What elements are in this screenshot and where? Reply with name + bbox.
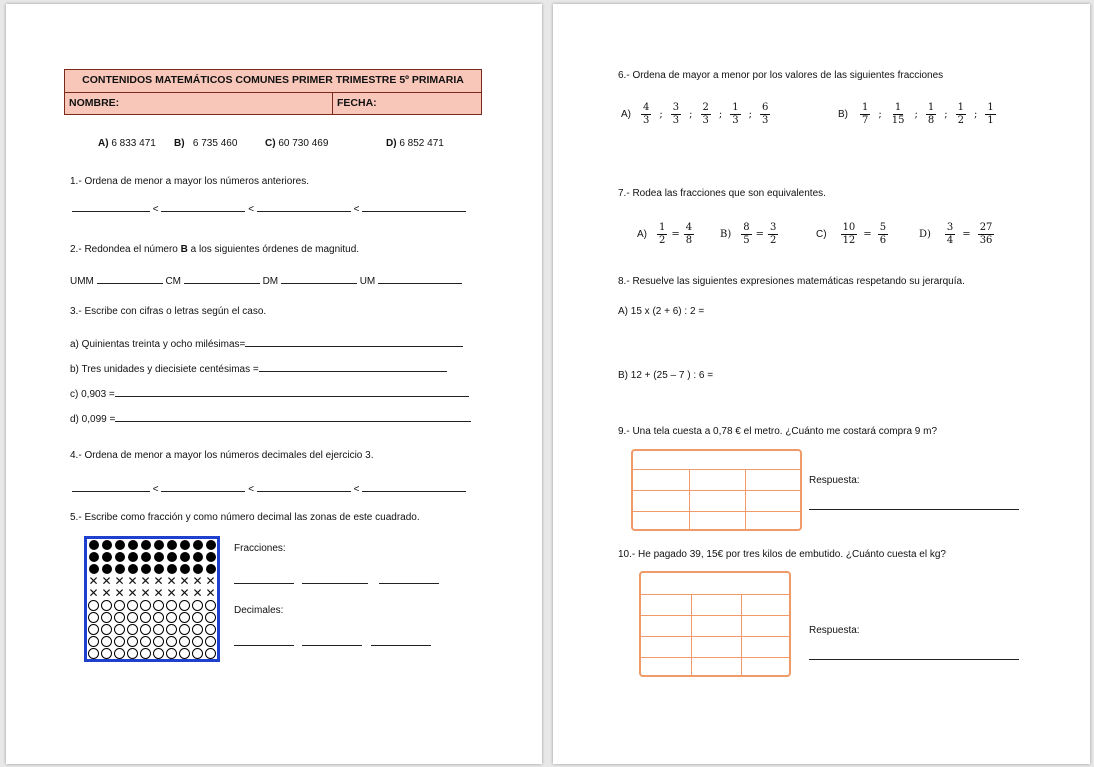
empty-circle-icon bbox=[113, 635, 126, 647]
nombre-label: NOMBRE: bbox=[69, 97, 120, 109]
empty-circle-icon bbox=[152, 635, 165, 647]
fracciones-label: Fracciones: bbox=[234, 543, 286, 554]
q7-item-a[interactable]: A) $\frac{1}{2}$ = $\frac{4}{8}$ bbox=[637, 222, 693, 246]
q3-d[interactable]: d) 0,099 = bbox=[70, 412, 471, 425]
filled-circle-icon bbox=[87, 539, 100, 551]
filled-circle-icon bbox=[178, 551, 191, 563]
filled-circle-icon bbox=[113, 551, 126, 563]
q3-c[interactable]: c) 0,903 = bbox=[70, 387, 469, 400]
filled-circle-icon bbox=[178, 539, 191, 551]
filled-circle-icon bbox=[87, 551, 100, 563]
worksheet-page-2 bbox=[553, 4, 1090, 764]
fecha-label: FECHA: bbox=[337, 97, 377, 109]
question-8: 8.- Resuelve las siguientes expresiones matemáticas respetando su jerarquía. bbox=[618, 276, 965, 287]
empty-circle-icon bbox=[165, 635, 178, 647]
empty-circle-icon bbox=[126, 623, 139, 635]
q7-item-c[interactable]: C) $\frac{10}{12}$ = $\frac{5}{6}$ bbox=[816, 222, 887, 246]
empty-circle-icon bbox=[165, 599, 178, 611]
q6-b-fractions: B) $\frac{1}{7}$ ; $\frac{1}{15}$ ; $\frac{1}{8}$ ; $\frac{1}{2}$ ; $\frac{1}{1}$ bbox=[838, 102, 994, 126]
hundred-square-grid bbox=[84, 536, 220, 662]
question-9: 9.- Una tela cuesta a 0,78 € el metro. ¿Cuánto me costará compra 9 m? bbox=[618, 426, 938, 437]
question-2: 2.- Redondea el número B a los siguientes órdenes de magnitud. bbox=[70, 244, 360, 255]
cross-icon: ✕ bbox=[179, 586, 190, 600]
cross-icon: ✕ bbox=[192, 586, 203, 600]
empty-circle-icon bbox=[204, 647, 217, 659]
empty-circle-icon bbox=[178, 635, 191, 647]
q9-respuesta-label: Respuesta: bbox=[809, 475, 860, 486]
empty-circle-icon bbox=[100, 599, 113, 611]
q9-answer-table[interactable] bbox=[631, 449, 802, 531]
empty-circle-icon bbox=[126, 647, 139, 659]
q6-a-fractions: A) $\frac{4}{3}$ ; $\frac{3}{3}$ ; $\frac{2}{3}$ ; $\frac{1}{3}$ ; $\frac{6}{3}$ bbox=[621, 102, 769, 126]
empty-circle-icon bbox=[126, 599, 139, 611]
question-3: 3.- Escribe con cifras o letras según el caso. bbox=[70, 306, 267, 317]
empty-circle-icon bbox=[139, 599, 152, 611]
empty-circle-icon bbox=[178, 647, 191, 659]
empty-circle-icon bbox=[165, 611, 178, 623]
filled-circle-icon bbox=[139, 551, 152, 563]
cross-icon: ✕ bbox=[101, 586, 112, 600]
empty-circle-icon bbox=[152, 647, 165, 659]
empty-circle-icon bbox=[100, 611, 113, 623]
cross-icon: ✕ bbox=[205, 586, 216, 600]
filled-circle-icon bbox=[100, 539, 113, 551]
answer-line-q1[interactable]: < < < bbox=[72, 202, 466, 215]
empty-circle-icon bbox=[178, 623, 191, 635]
empty-circle-icon bbox=[204, 635, 217, 647]
cross-icon: ✕ bbox=[192, 574, 203, 588]
filled-circle-icon bbox=[204, 551, 217, 563]
cross-icon: ✕ bbox=[88, 574, 99, 588]
empty-circle-icon bbox=[87, 599, 100, 611]
q10-respuesta-line[interactable] bbox=[809, 650, 1019, 663]
q8-expression-a: A) 15 x (2 + 6) : 2 = bbox=[618, 306, 705, 317]
empty-circle-icon bbox=[100, 623, 113, 635]
empty-circle-icon bbox=[204, 599, 217, 611]
empty-circle-icon bbox=[139, 635, 152, 647]
q7-item-b[interactable]: B) $\frac{8}{5}$ = $\frac{3}{2}$ bbox=[720, 222, 777, 246]
empty-circle-icon bbox=[191, 647, 204, 659]
empty-circle-icon bbox=[87, 611, 100, 623]
decimales-label: Decimales: bbox=[234, 605, 284, 616]
cross-icon: ✕ bbox=[153, 574, 164, 588]
filled-circle-icon bbox=[204, 539, 217, 551]
header-box bbox=[64, 69, 482, 115]
empty-circle-icon bbox=[87, 647, 100, 659]
cross-icon: ✕ bbox=[127, 586, 138, 600]
empty-circle-icon bbox=[191, 635, 204, 647]
fracciones-blanks[interactable] bbox=[234, 574, 439, 587]
empty-circle-icon bbox=[191, 599, 204, 611]
empty-circle-icon bbox=[113, 647, 126, 659]
empty-circle-icon bbox=[139, 647, 152, 659]
q7-item-d[interactable]: D) $\frac{3}{4}$ = $\frac{27}{36}$ bbox=[919, 222, 993, 246]
empty-circle-icon bbox=[178, 611, 191, 623]
answer-line-q4[interactable]: < < < bbox=[72, 482, 466, 495]
empty-circle-icon bbox=[191, 623, 204, 635]
empty-circle-icon bbox=[152, 611, 165, 623]
filled-circle-icon bbox=[100, 551, 113, 563]
filled-circle-icon bbox=[126, 551, 139, 563]
empty-circle-icon bbox=[204, 623, 217, 635]
cross-icon: ✕ bbox=[153, 586, 164, 600]
decimales-blanks[interactable] bbox=[234, 636, 431, 649]
number-c: C) 60 730 469 bbox=[265, 138, 329, 149]
empty-circle-icon bbox=[204, 611, 217, 623]
filled-circle-icon bbox=[113, 539, 126, 551]
empty-circle-icon bbox=[152, 599, 165, 611]
number-a: A) 6 833 471 bbox=[98, 138, 156, 149]
empty-circle-icon bbox=[178, 599, 191, 611]
empty-circle-icon bbox=[152, 623, 165, 635]
cross-icon: ✕ bbox=[166, 574, 177, 588]
empty-circle-icon bbox=[139, 611, 152, 623]
worksheet-page-1 bbox=[6, 4, 542, 764]
empty-circle-icon bbox=[87, 635, 100, 647]
cross-icon: ✕ bbox=[179, 574, 190, 588]
filled-circle-icon bbox=[191, 539, 204, 551]
question-6: 6.- Ordena de mayor a menor por los valores de las siguientes fracciones bbox=[618, 70, 944, 81]
cross-icon: ✕ bbox=[127, 574, 138, 588]
q8-expression-b: B) 12 + (25 – 7 ) : 6 = bbox=[618, 370, 714, 381]
q10-answer-table[interactable] bbox=[639, 571, 791, 677]
q3-a[interactable]: a) Quinientas treinta y ocho milésimas= bbox=[70, 337, 463, 350]
cross-icon: ✕ bbox=[140, 574, 151, 588]
empty-circle-icon bbox=[113, 599, 126, 611]
q9-respuesta-line[interactable] bbox=[809, 500, 1019, 513]
empty-circle-icon bbox=[100, 647, 113, 659]
empty-circle-icon bbox=[139, 623, 152, 635]
filled-circle-icon bbox=[139, 539, 152, 551]
number-b: B) 6 735 460 bbox=[174, 138, 238, 149]
cross-icon: ✕ bbox=[88, 586, 99, 600]
filled-circle-icon bbox=[191, 551, 204, 563]
cross-icon: ✕ bbox=[114, 586, 125, 600]
empty-circle-icon bbox=[100, 635, 113, 647]
filled-circle-icon bbox=[126, 539, 139, 551]
filled-circle-icon bbox=[165, 551, 178, 563]
question-10: 10.- He pagado 39, 15€ por tres kilos de embutido. ¿Cuánto cuesta el kg? bbox=[618, 549, 946, 560]
filled-circle-icon bbox=[165, 539, 178, 551]
empty-circle-icon bbox=[191, 611, 204, 623]
empty-circle-icon bbox=[165, 647, 178, 659]
q3-b[interactable]: b) Tres unidades y diecisiete centésimas = bbox=[70, 362, 447, 375]
question-4: 4.- Ordena de menor a mayor los números decimales del ejercicio 3. bbox=[70, 450, 374, 461]
question-1: 1.- Ordena de menor a mayor los números anteriores. bbox=[70, 176, 309, 187]
empty-circle-icon bbox=[126, 611, 139, 623]
question-5: 5.- Escribe como fracción y como número decimal las zonas de este cuadrado. bbox=[70, 512, 420, 523]
header-title: CONTENIDOS MATEMÁTICOS COMUNES PRIMER TRIMESTRE 5º PRIMARIA bbox=[82, 74, 464, 86]
number-d: D) 6 852 471 bbox=[386, 138, 444, 149]
cross-icon: ✕ bbox=[166, 586, 177, 600]
cross-icon: ✕ bbox=[114, 574, 125, 588]
q10-respuesta-label: Respuesta: bbox=[809, 625, 860, 636]
empty-circle-icon bbox=[113, 623, 126, 635]
empty-circle-icon bbox=[113, 611, 126, 623]
empty-circle-icon bbox=[165, 623, 178, 635]
filled-circle-icon bbox=[152, 551, 165, 563]
empty-circle-icon bbox=[126, 635, 139, 647]
answer-line-q2[interactable]: UMM CM DM UM bbox=[70, 274, 462, 287]
question-7: 7.- Rodea las fracciones que son equivalentes. bbox=[618, 188, 826, 199]
cross-icon: ✕ bbox=[101, 574, 112, 588]
cross-icon: ✕ bbox=[140, 586, 151, 600]
empty-circle-icon bbox=[87, 623, 100, 635]
cross-icon: ✕ bbox=[205, 574, 216, 588]
filled-circle-icon bbox=[152, 539, 165, 551]
